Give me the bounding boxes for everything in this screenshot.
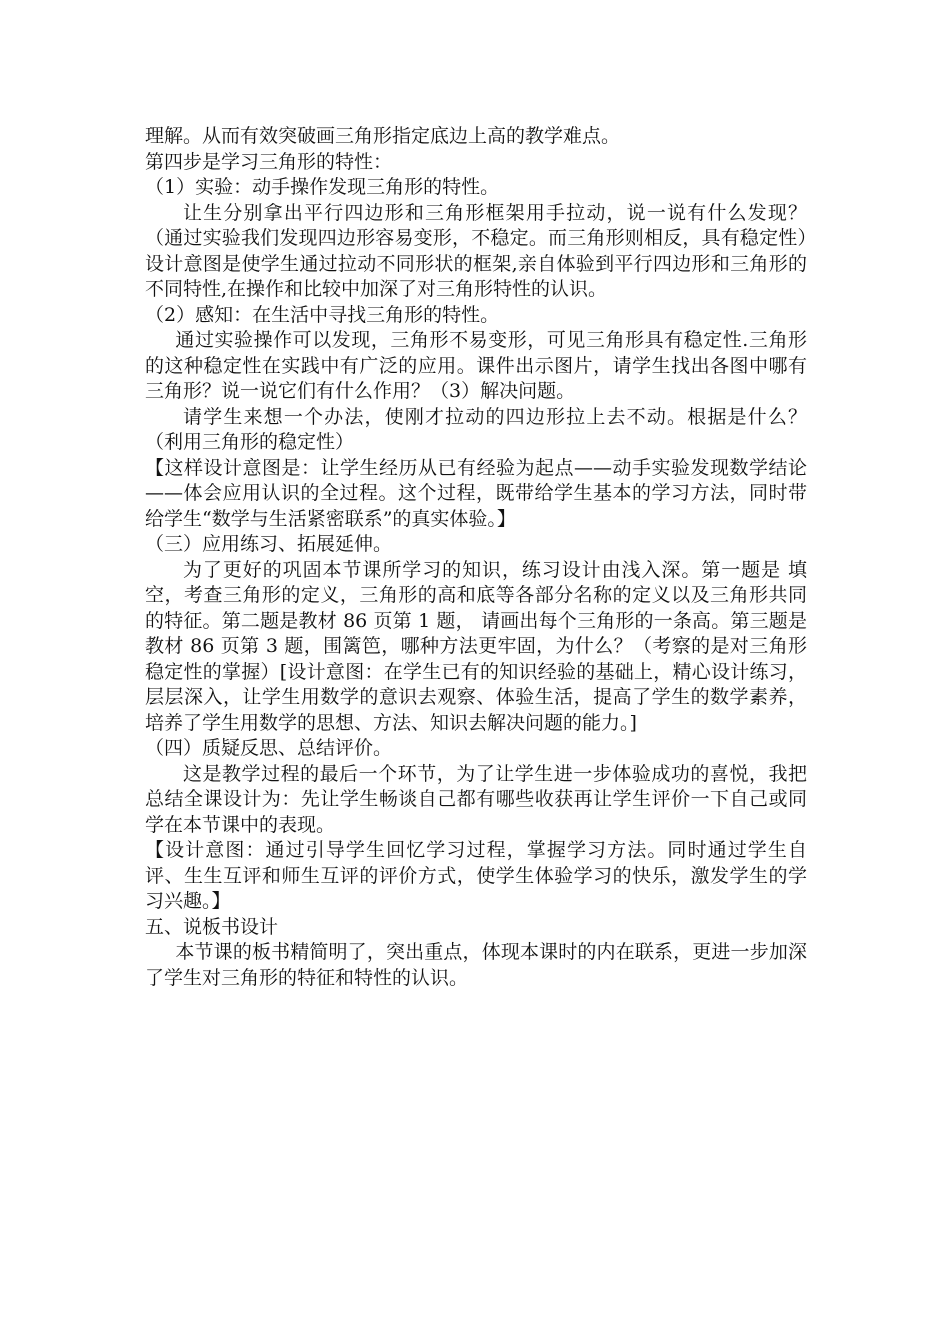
paragraph-design-intent-1: 【这样设计意图是：让学生经历从已有经验为起点——动手实验发现数学结论——体会应用认识的全过程。这个过程，既带给学生基本的学习方法，同时带给学生“数学与生活紧密联系”的真实体验。】 [145, 456, 807, 530]
step-four-heading: 第四步是学习三角形的特性： [145, 150, 393, 173]
paragraph-practice: 为了更好的巩固本节课所学习的知识，练习设计由浅入深。第一题是 填空，考查三角形的定义，三角形的高和底等各部分名称的定义以及三角形共同的特征。第二题是教材 86 页第 1 题， 请画出每个三角形的一条高。第三题是教材 86 页第 3 题，围篱笆，哪种方法更牢固，为什么？（考察的是对三角形稳定性的掌握）[设计意图：在学生已有的知识经验的基础上，精心设计练习，层层深入，让学生用数学的意识去观察、体验生活，提高了学生的数学素养，培养了学生用数学的思想、方法、知识去解决问题的能力。] [145, 558, 807, 734]
section-heading-practice: （三）应用练习、拓展延伸。 [145, 533, 393, 555]
subheading-experiment: （1）实验：动手操作发现三角形的特性。 [145, 176, 500, 198]
paragraph-board-design: 本节课的板书精简明了，突出重点，体现本课时的内在联系，更进一步加深了学生对三角形的特征和特性的认识。 [145, 941, 807, 989]
paragraph-perception: 通过实验操作可以发现，三角形不易变形，可见三角形具有稳定性.三角形的这种稳定性在实践中有广泛的应用。课件出示图片，请学生找出各图中哪有三角形？说一说它们有什么作用？（3）解决问题。 [145, 329, 807, 402]
paragraph-experiment: 让生分别拿出平行四边形和三角形框架用手拉动，说一说有什么发现？（通过实验我们发现四边形容易变形，不稳定。而三角形则相反，具有稳定性）设计意图是使学生通过拉动不同形状的框架,亲自体验到平行四边形和三角形的不同特性,在操作和比较中加深了对三角形特性的认识。 [145, 201, 807, 300]
paragraph-continuation: 理解。从而有效突破画三角形指定底边上高的教学难点。 [145, 125, 621, 147]
paragraph-solve-problem: 请学生来想一个办法，使刚才拉动的四边形拉上去不动。根据是什么？（利用三角形的稳定性） [145, 405, 807, 453]
paragraph-reflection: 这是教学过程的最后一个环节，为了让学生进一步体验成功的喜悦，我把总结全课设计为：先让学生畅谈自己都有哪些收获再让学生评价一下自己或同学在本节课中的表现。 [145, 762, 807, 836]
section-heading-board-design: 五、说板书设计 [145, 915, 279, 938]
section-heading-reflection: （四）质疑反思、总结评价。 [145, 737, 393, 759]
document-body [145, 124, 807, 991]
paragraph-design-intent-2: 【设计意图：通过引导学生回忆学习过程，掌握学习方法。同时通过学生自评、生生互评和师生互评的评价方式，使学生体验学习的快乐，激发学生的学习兴趣。】 [145, 839, 807, 912]
subheading-perception: （2）感知：在生活中寻找三角形的特性。 [145, 303, 500, 326]
